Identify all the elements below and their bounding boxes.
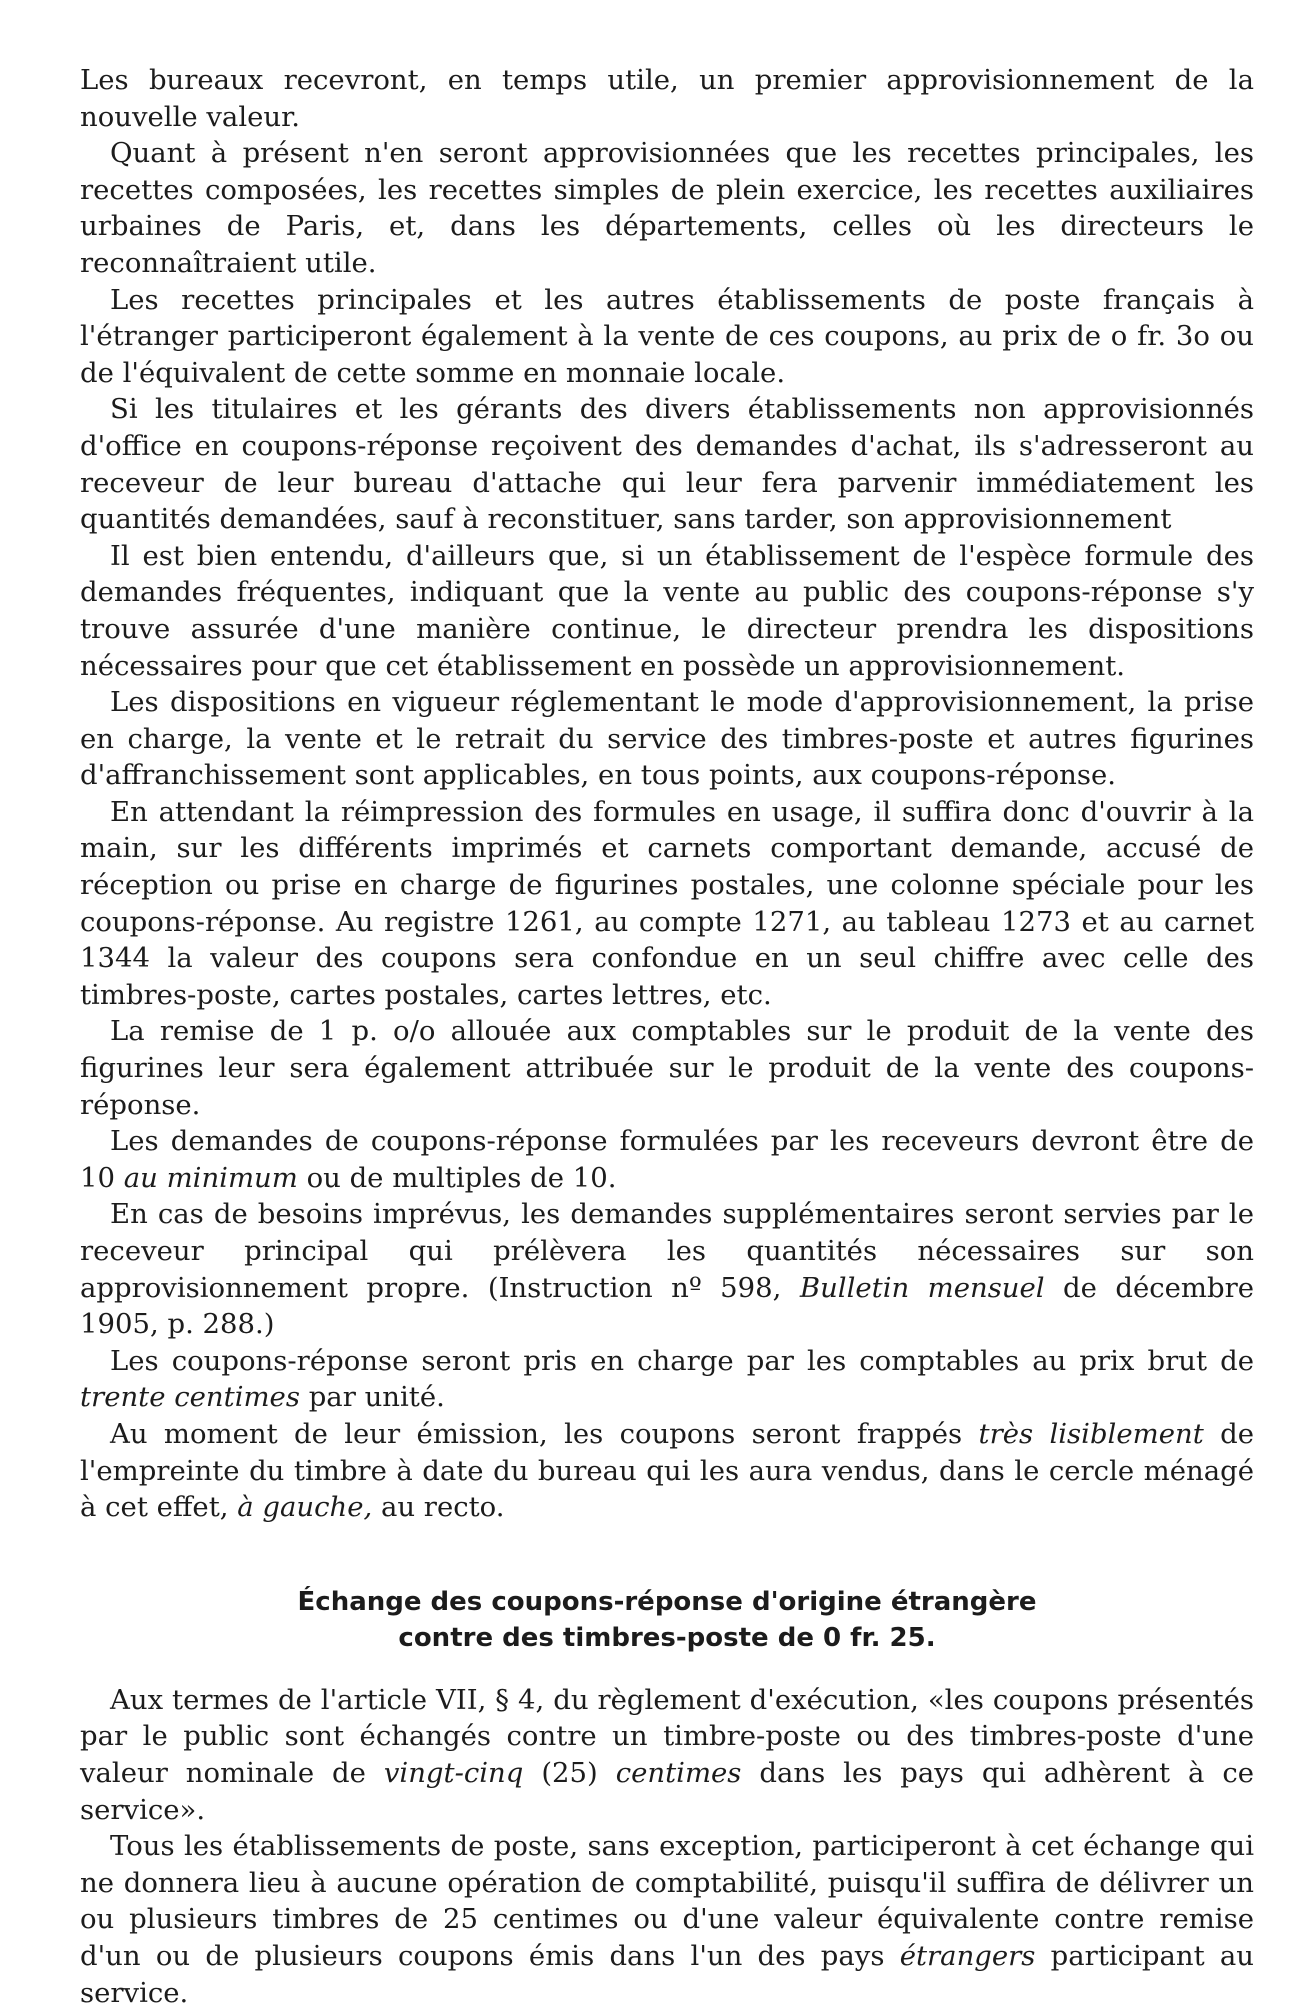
paragraph-1: Les bureaux recevront, en temps utile, un premier approvisionnement de la nouvelle valeur. xyxy=(80,64,1254,133)
paragraph-11: Les coupons-réponse seront pris en charge par les comptables au prix brut de trente centimes par unité. xyxy=(80,1344,1254,1414)
heading-line-1: Échange des coupons-réponse d'origine étrangère xyxy=(297,1586,1037,1617)
section-main xyxy=(80,62,1254,1526)
section-exchange xyxy=(80,1682,1254,2011)
heading-line-2: contre des timbres-poste de 0 fr. 25. xyxy=(398,1622,936,1653)
paragraph-2: Quant à présent n'en seront approvisionnées que les recettes principales, les recettes composées, les recettes simples de plein exercice, les recettes auxiliaires urbaines de Paris, et, dans les départements, celles où les directeurs le reconnaîtraient utile. xyxy=(80,137,1254,279)
paragraph-7: En attendant la réimpression des formules en usage, il suffira donc d'ouvrir à la main, sur les différents imprimés et carnets comportant demande, accusé de réception ou prise en charge de figurines postales, une colonne spéciale pour les coupons-réponse. Au registre 1261, au compte 1271, au tableau 1273 et au carnet 1344 la valeur des coupons sera confondue en un seul chiffre avec celle des timbres-poste, cartes postales, cartes lettres, etc. xyxy=(80,795,1254,1011)
section-heading xyxy=(80,1584,1254,1656)
paragraph-4: Si les titulaires et les gérants des divers établissements non approvisionnés d'office en coupons-réponse reçoivent des demandes d'achat, ils s'adresseront au receveur de leur bureau d'attache qui leur fera parvenir immédiatement les quantités demandées, sauf à reconstituer, sans tarder, son approvisionnement xyxy=(80,393,1254,536)
paragraph-13: Aux termes de l'article VII, § 4, du règlement d'exécution, «les coupons présentés par le public sont échangés contre un timbre-poste ou des timbres-poste d'une valeur nominale de vingt-cinq (25) centimes dans les pays qui adhèrent à ce service». xyxy=(80,1683,1254,1826)
paragraph-5: Il est bien entendu, d'ailleurs que, si un établissement de l'espèce formule des demandes fréquentes, indiquant que la vente au public des coupons-réponse s'y trouve assurée d'une manière continue, le directeur prendra les dispositions nécessaires pour que cet établissement en possède un approvisionnement. xyxy=(80,539,1254,682)
paragraph-3: Les recettes principales et les autres établissements de poste français à l'étranger participeront également à la vente de ces coupons, au prix de o fr. 3o ou de l'équivalent de cette somme en monnaie locale. xyxy=(80,283,1254,389)
paragraph-10: En cas de besoins imprévus, les demandes supplémentaires seront servies par le receveur principal qui prélèvera les quantités nécessaires sur son approvisionnement propre. (Instruction nº 598, Bulletin mensuel de décembre 1905, p. 288.) xyxy=(80,1198,1254,1341)
paragraph-9: Les demandes de coupons-réponse formulées par les receveurs devront être de 10 au minimum ou de multiples de 10. xyxy=(80,1125,1254,1194)
paragraph-6: Les dispositions en vigueur réglementant le mode d'approvisionnement, la prise en charge, la vente et le retrait du service des timbres-poste et autres figurines d'affranchissement sont applicables, en tous points, aux coupons-réponse. xyxy=(80,686,1254,792)
paragraph-12: Au moment de leur émission, les coupons seront frappés très lisiblement de l'empreinte du timbre à date du bureau qui les aura vendus, dans le cercle ménagé à cet effet, à gauche, au recto. xyxy=(80,1417,1254,1524)
paragraph-14: Tous les établissements de poste, sans exception, participeront à cet échange qui ne donnera lieu à aucune opération de comptabilité, puisqu'il suffira de délivrer un ou plusieurs timbres de 25 centimes ou d'une valeur équivalente contre remise d'un ou de plusieurs coupons émis dans l'un des pays étrangers participant au service. xyxy=(80,1830,1254,2009)
paragraph-8: La remise de 1 p. o/o allouée aux comptables sur le produit de la vente des figurines leur sera également attribuée sur le produit de la vente des coupons-réponse. xyxy=(80,1015,1254,1121)
